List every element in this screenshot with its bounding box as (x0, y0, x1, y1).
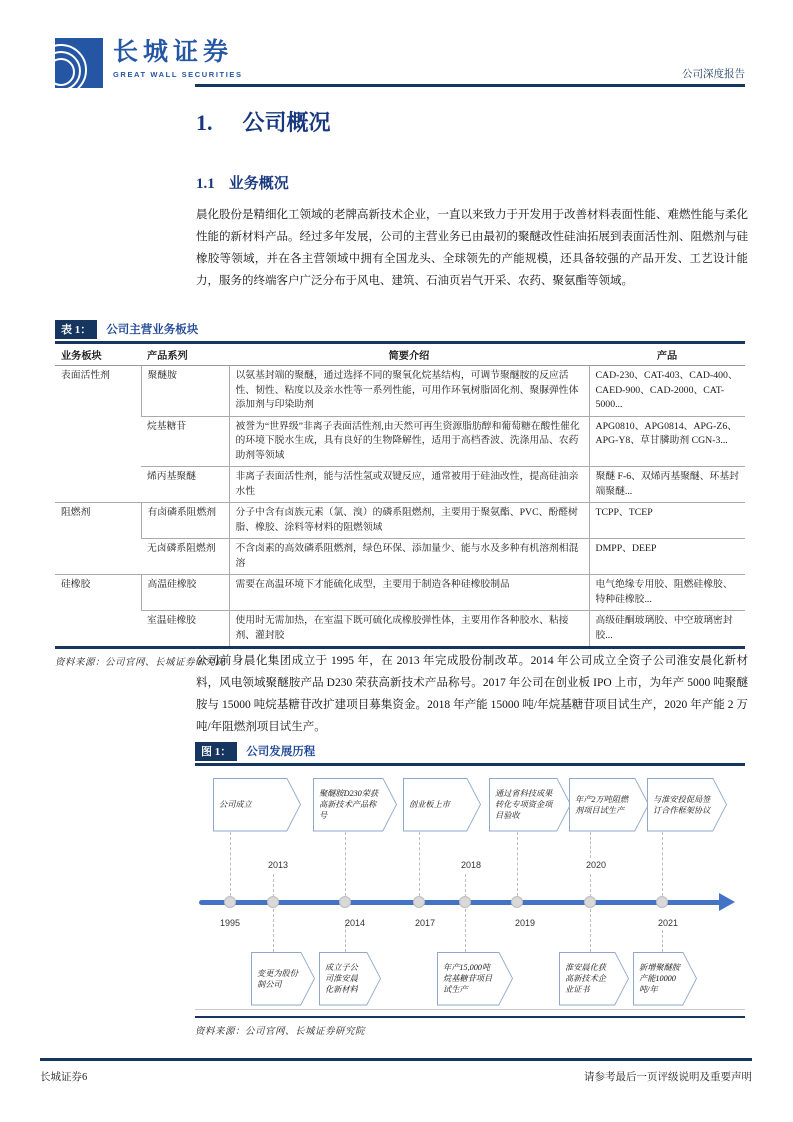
figure-bottom-divider (195, 1016, 745, 1019)
segment-cell: 表面活性剂 (61, 370, 110, 381)
timeline-node-2017 (413, 896, 425, 908)
figure-label: 图 1： (195, 742, 237, 761)
timeline-event-bottom: 新增聚醚胺产能10000吨/年 (633, 952, 697, 1006)
business-table-block (55, 320, 745, 668)
col-header-products: 产品 (656, 351, 678, 362)
products-cell: CAD-230、CAT-403、CAD-400、CAED-900、CAD-2000、CAT-5000... (589, 366, 745, 417)
timeline-event-bottom: 变更为股份制公司 (251, 952, 315, 1006)
timeline-node-2019 (511, 896, 523, 908)
year-label: 2017 (414, 917, 436, 928)
timeline-event-top: 公司成立 (213, 778, 301, 832)
figure-title: 公司发展历程 (246, 746, 316, 758)
desc-cell: 使用时无需加热，在室温下既可硫化成橡胶弹性体，主要用作各种胶水、粘接剂、灌封胶 (229, 611, 589, 648)
products-cell: APG0810、APG0814、APG-Z6、APG-Y8、草甘膦助剂 CGN-3... (589, 416, 745, 467)
col-header-desc: 简要介绍 (388, 351, 430, 362)
products-cell: 高级硅酮玻璃胶、中空玻璃密封胶... (589, 611, 745, 648)
table-row (55, 416, 745, 467)
year-label: 2014 (344, 917, 366, 928)
desc-cell: 以氨基封端的聚醚，通过选择不同的聚氧化烷基结构，可调节聚醚胺的反应活性、韧性、粘度以及亲水性等一系列性能，可用作环氧树脂固化剂、聚脲弹性体添加剂与印染助剂 (229, 366, 589, 417)
table-label: 表 1： (55, 320, 97, 339)
year-label: 1995 (219, 917, 241, 928)
footer-brand-page: 长城证券6 (40, 1072, 88, 1083)
series-cell: 烯丙基聚醚 (141, 467, 229, 503)
timeline-event-top: 与淮安投促局签订合作框架协议 (647, 778, 727, 832)
great-wall-logo-icon (55, 38, 103, 88)
products-cell: TCPP、TCEP (589, 503, 745, 539)
timeline-node-2014 (339, 896, 351, 908)
figure-divider (195, 763, 745, 766)
products-cell: 聚醚 F-6、双烯丙基聚醚、环基封端聚醚... (589, 467, 745, 503)
products-cell: DMPP、DEEP (589, 539, 745, 575)
timeline-event-bottom: 年产15,000吨烷基糖苷项目试生产 (437, 952, 513, 1006)
report-type-label: 公司深度报告 (682, 69, 745, 80)
table-row (55, 467, 745, 503)
timeline-event-top: 年产2万吨阻燃剂项目试生产 (569, 778, 649, 832)
brand-subtitle: GREAT WALL SECURITIES (113, 70, 243, 79)
table-title: 公司主营业务板块 (106, 324, 199, 336)
brand-name: 长城证券 (113, 39, 234, 66)
timeline-chart (195, 770, 745, 1010)
timeline-node-2021 (656, 896, 668, 908)
timeline-node-1995 (224, 896, 236, 908)
table-row (55, 611, 745, 648)
timeline-event-bottom: 成立子公司淮安晨化新材料 (319, 952, 381, 1006)
table-row (55, 575, 745, 611)
year-label: 2020 (585, 859, 607, 870)
desc-cell: 被誉为“世界级”非离子表面活性剂,由天然可再生资源脂肪醇和葡萄糖在酸性催化的环境下脱水生成，具有良好的生物降解性，适用于高档香波、洗涤用品、农药助剂等领域 (229, 416, 589, 467)
desc-cell: 不含卤素的高效磷系阻燃剂，绿色环保、添加量少、能与水及多种有机溶剂相混溶 (229, 539, 589, 575)
business-table (55, 341, 745, 649)
timeline-event-top: 通过省科技成果转化专项资金项目验收 (489, 778, 571, 832)
table-header-row (55, 343, 745, 366)
year-label: 2021 (657, 917, 679, 928)
products-cell: 电气绝缘专用胶、阻燃硅橡胶、特种硅橡胶... (589, 575, 745, 611)
year-label: 2018 (460, 859, 482, 870)
col-header-series: 产品系列 (147, 351, 188, 362)
header-divider (195, 84, 745, 87)
series-cell: 有卤磷系阻燃剂 (141, 503, 229, 539)
subsection-number: 1.1 (196, 176, 215, 192)
development-figure-block (195, 742, 745, 1037)
table-source-note: 资料来源：公司官网、长城证券研究院 (55, 658, 226, 668)
page-footer (40, 1058, 752, 1084)
desc-cell: 分子中含有卤族元素（氯、溴）的磷系阻燃剂，主要用于聚氨酯、PVC、酚醛树脂、橡胶、涂料等材料的阻燃领域 (229, 503, 589, 539)
segment-cell: 硅橡胶 (55, 575, 141, 648)
timeline-node-2018 (459, 896, 471, 908)
timeline-node-2013 (267, 896, 279, 908)
table-row (55, 503, 745, 539)
series-cell: 无卤磷系阻燃剂 (141, 539, 229, 575)
section-title: 1. 公司概况 (196, 110, 331, 135)
timeline-event-top: 创业板上市 (403, 778, 481, 832)
segment-cell: 阻燃剂 (55, 503, 141, 575)
year-label: 2013 (267, 859, 289, 870)
timeline-arrowhead-icon (719, 893, 735, 911)
col-header-segment: 业务板块 (61, 351, 102, 362)
footer-disclaimer: 请参考最后一页评级说明及重要声明 (584, 1072, 752, 1083)
year-label: 2019 (514, 917, 536, 928)
desc-cell: 需要在高温环境下才能硫化成型，主要用于制造各种硅橡胶制品 (229, 575, 589, 611)
timeline-node-2020 (584, 896, 596, 908)
table-row (55, 366, 745, 417)
series-cell: 烷基糖苷 (141, 416, 229, 467)
table-row (55, 539, 745, 575)
timeline-event-bottom: 淮安晨化获高新技术企业证书 (559, 952, 629, 1006)
history-paragraph: 公司前身晨化集团成立于 1995 年，在 2013 年完成股份制改革。2014 年公司成立全资子公司淮安晨化新材料，风电领域聚醚胺产品 D230 荣获高新技术产品称号。2017 年公司在创业板 IPO 上市，为年产 5000 吨聚醚胺与 15000 吨烷基糖苷改扩建项目募集资金。2018 年产能 15000 吨/年烷基糖苷项目试生产，2020 年产能 2 万吨/年阻燃剂项目试生产。 (196, 655, 748, 733)
series-cell: 聚醚胺 (141, 366, 229, 417)
subsection-title: 1.1 业务概况 (196, 176, 289, 192)
brand-logo (55, 38, 243, 88)
figure-source-note: 资料来源：公司官网、长城证券研究院 (195, 1027, 366, 1037)
business-overview-paragraph: 晨化股份是精细化工领域的老牌高新技术企业，一直以来致力于开发用于改善材料表面性能、难燃性能与柔化性能的新材料产品。经过多年发展，公司的主营业务已由最初的聚醚改性硅油拓展到表面活性剂、阻燃剂与硅橡胶等领域，并在各主营领域中拥有全国龙头、全球领先的产能规模，还具备较强的产品开发、工艺设计能力，服务的终端客户广泛分布于风电、建筑、石油页岩气开采、农药、聚氨酯等领域。 (196, 209, 748, 287)
timeline-event-top: 聚醚胺D230荣获高新技术产品称号 (313, 778, 397, 832)
series-cell: 室温硅橡胶 (141, 611, 229, 648)
section-number: 1. (196, 110, 213, 135)
figure-caption (195, 742, 745, 760)
table-caption (55, 320, 745, 338)
desc-cell: 非离子表面活性剂，能与活性氢或双键反应，通常被用于硅油改性，提高硅油亲水性 (229, 467, 589, 503)
series-cell: 高温硅橡胶 (141, 575, 229, 611)
